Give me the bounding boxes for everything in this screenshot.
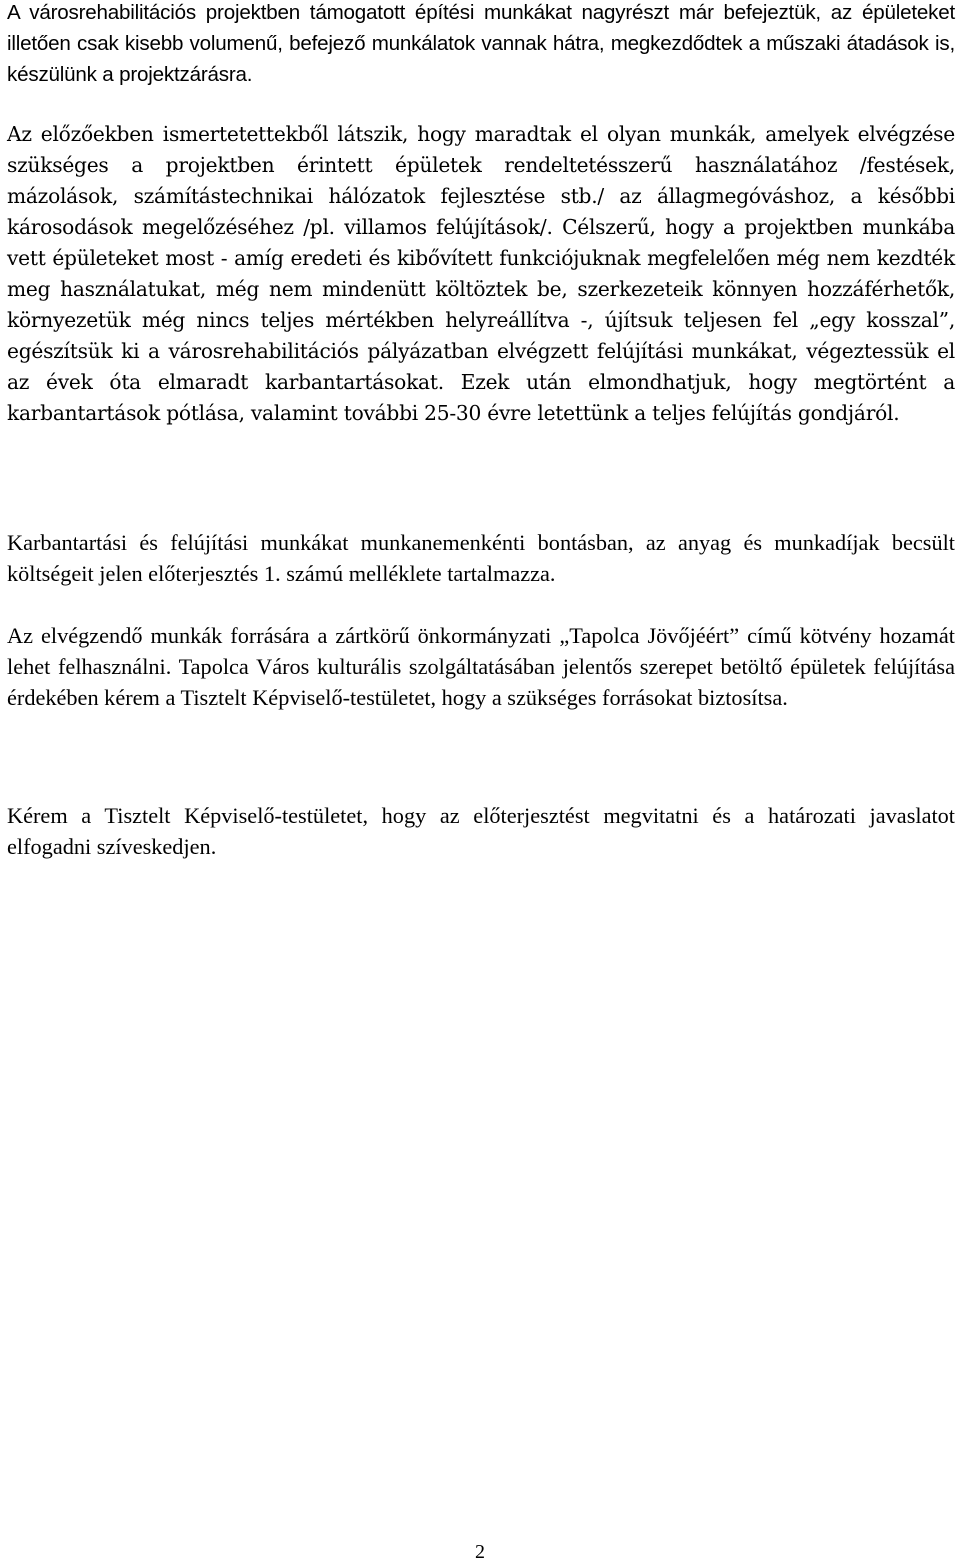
page-number: 2 — [475, 1541, 485, 1563]
paragraph-request: Kérem a Tisztelt Képviselő-testületet, hogy az előterjesztést megvitatni és a határozati javaslatot elfogadni szíveskedjen. — [7, 803, 955, 859]
paragraph-cost-annex: Karbantartási és felújítási munkákat munkanemenkénti bontásban, az anyag és munkadíjak becsült költségeit jelen előterjesztés 1. számú melléklete tartalmazza. — [7, 530, 955, 586]
paragraph-project-status: A városrehabilitációs projektben támogatott építési munkákat nagyrészt már befejeztük, az épületeket illetően csak kisebb volumenű, befejező munkálatok vannak hátra, megkezdődtek a műszaki átadások is, készülünk a projektzárásra. — [7, 1, 955, 86]
paragraph-remaining-works: Az előzőekben ismertetettekből látszik, hogy maradtak el olyan munkák, amelyek elvégzése szükséges a projektben érintett épületek rendeltetésszerű használatához /festések, mázolások, számítástechnikai hálózatok fejlesztése stb./ az állagmegóváshoz, a későbbi károsodások megelőzéséhez /pl. villamos felújítások/. Célszerű, hogy a projektben munkába vett épületeket most - amíg eredeti és kibővített funkciójuknak megfelelően még nem kezdték meg használatukat, még nem mindenütt költöztek be, szerkezeteik könnyen hozzáférhetők, környezetük még nincs teljes mértékben helyreállítva -, újítsuk teljesen fel „egy kosszal”, egészítsük ki a városrehabilitációs pályázatban elvégzett felújítási munkákat, végeztessük el az évek óta elmaradt karbantartásokat. Ezek után elmondhatjuk, hogy megtörtént a karbantartások pótlása, valamint további 25-30 évre letettünk a teljes felújítás gondjáról. — [7, 122, 955, 425]
paragraph-funding-source: Az elvégzendő munkák forrására a zártkörű önkormányzati „Tapolca Jövőjéért” című kötvény hozamát lehet felhasználni. Tapolca Város kulturális szolgáltatásában jelentős szerepet betöltő épületek felújítása érdekében kérem a Tisztelt Képviselő-testületet, hogy a szükséges forrásokat biztosítsa. — [7, 623, 955, 710]
